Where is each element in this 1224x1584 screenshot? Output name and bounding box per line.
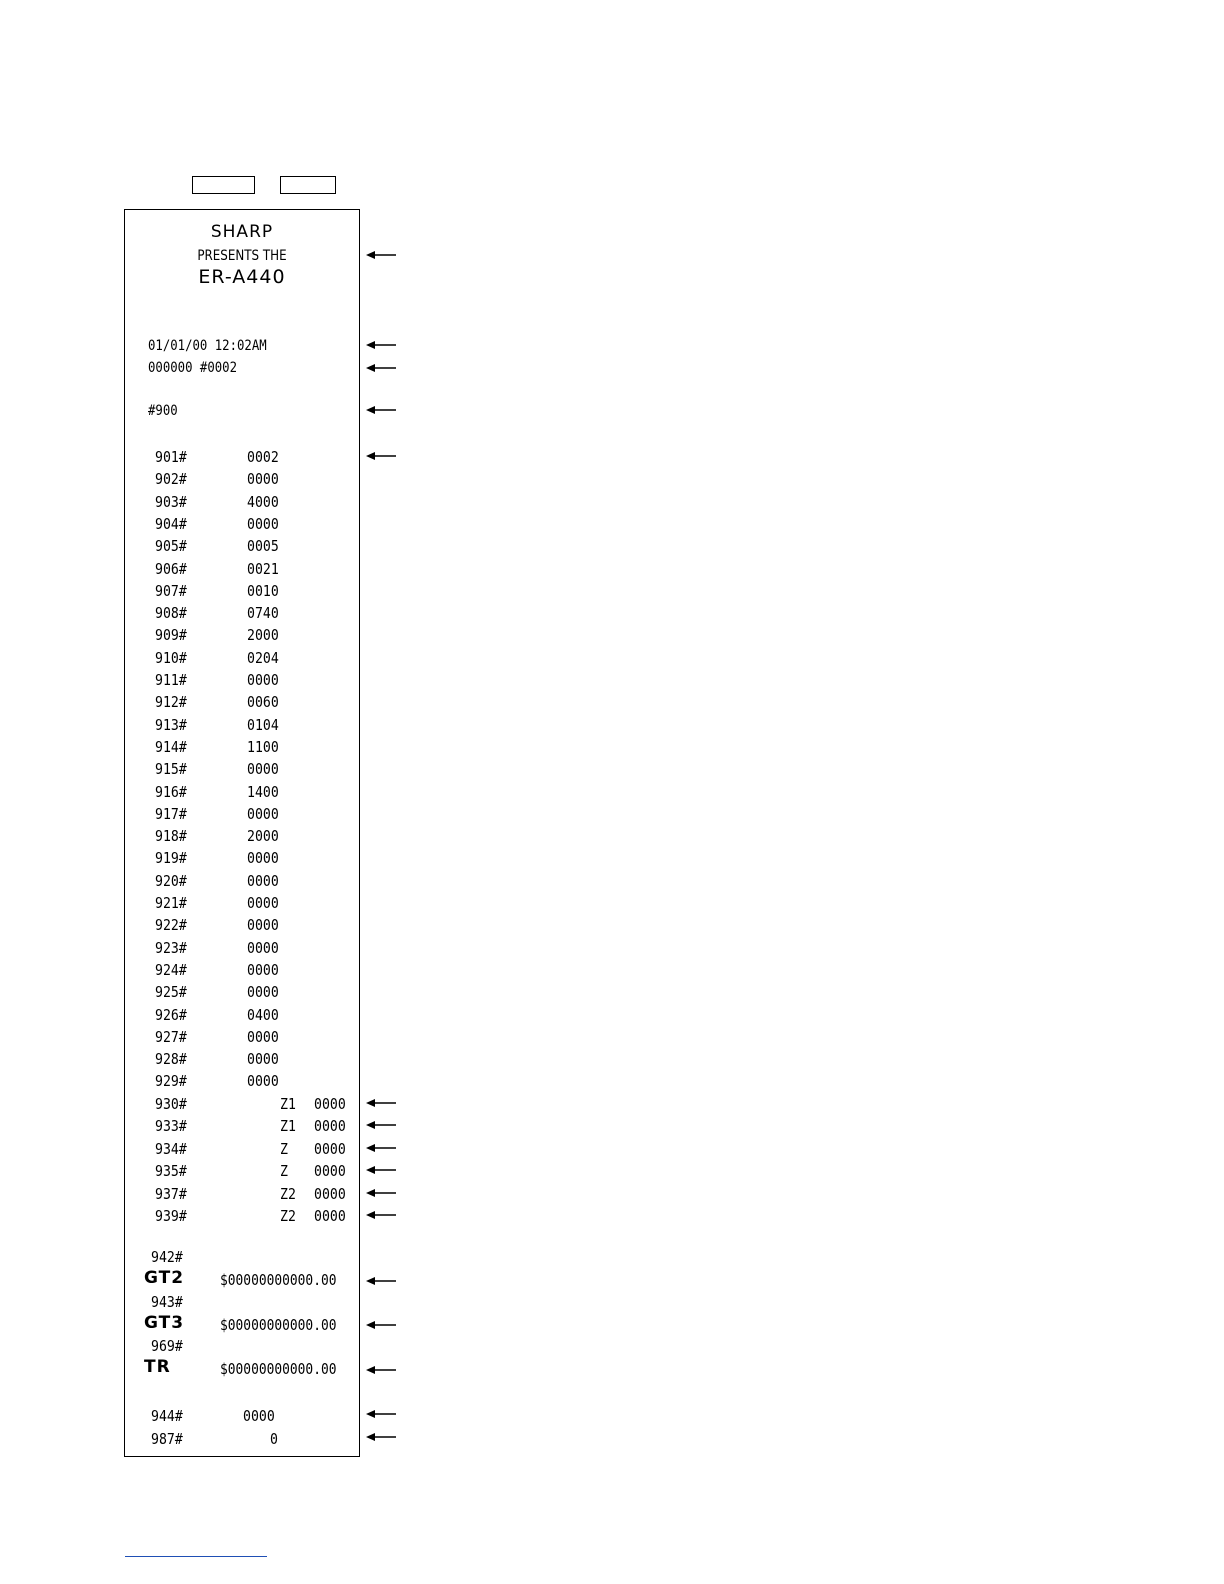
- setting-code: 914#: [155, 737, 187, 756]
- setting-row: [125, 582, 359, 600]
- setting-value: 1100: [247, 737, 279, 756]
- setting-value: 0005: [247, 537, 279, 556]
- setting-value: 0000: [247, 983, 279, 1002]
- setting-value: 0002: [247, 448, 279, 466]
- setting-row: [125, 961, 359, 979]
- setting-value: 0104: [247, 715, 279, 734]
- setting-value: 0000: [247, 470, 279, 489]
- arrow-icon: [366, 1098, 396, 1108]
- setting-value: 0000: [247, 960, 279, 979]
- setting-code: 924#: [155, 960, 187, 979]
- setting-row: [125, 515, 359, 533]
- setting-value: 0010: [247, 581, 279, 600]
- z-setting-row: [125, 1140, 359, 1158]
- setting-row: [125, 560, 359, 578]
- arrow-icon: [366, 1365, 396, 1375]
- setting-value: 2000: [247, 827, 279, 846]
- z-setting-code: 930#: [155, 1095, 187, 1113]
- total-code: 942#: [151, 1248, 183, 1266]
- setting-code: 912#: [155, 693, 187, 712]
- setting-code: 916#: [155, 782, 187, 801]
- z-setting-value: 0000: [314, 1162, 346, 1181]
- setting-row: [125, 805, 359, 823]
- z-setting-value: 0000: [314, 1095, 346, 1113]
- key-box-right: [280, 176, 336, 194]
- setting-code: 923#: [155, 938, 187, 957]
- setting-code: 928#: [155, 1050, 187, 1069]
- setting-code: 902#: [155, 470, 187, 489]
- z-setting-level: Z1: [280, 1117, 296, 1136]
- z-setting-code: 937#: [155, 1184, 187, 1203]
- setting-row: [125, 448, 359, 466]
- arrow-icon: [366, 1210, 396, 1220]
- z-setting-value: 0000: [314, 1117, 346, 1136]
- setting-value: 0000: [247, 760, 279, 779]
- arrow-icon: [366, 1143, 396, 1153]
- setting-code: 929#: [155, 1072, 187, 1091]
- tail-code: 987#: [151, 1429, 183, 1448]
- arrow-icon: [366, 363, 396, 373]
- setting-value: 1400: [247, 782, 279, 801]
- setting-row: [125, 493, 359, 511]
- setting-value: 0740: [247, 604, 279, 623]
- total-label: TR: [144, 1357, 171, 1377]
- setting-code: 925#: [155, 983, 187, 1002]
- z-setting-level: Z1: [280, 1095, 296, 1113]
- setting-code: 926#: [155, 1005, 187, 1024]
- z-setting-level: Z: [280, 1162, 288, 1181]
- setting-row: [125, 738, 359, 756]
- total-code: 943#: [151, 1292, 183, 1311]
- setting-row: [125, 1072, 359, 1090]
- total-value: $00000000000.00: [220, 1315, 337, 1334]
- receipt-report-id: #900: [148, 403, 178, 419]
- arrow-icon: [366, 250, 396, 260]
- setting-row: [125, 671, 359, 689]
- setting-code: 910#: [155, 648, 187, 667]
- setting-code: 907#: [155, 581, 187, 600]
- setting-row: [125, 939, 359, 957]
- setting-code: 905#: [155, 537, 187, 556]
- arrow-icon: [366, 340, 396, 350]
- z-setting-value: 0000: [314, 1139, 346, 1158]
- setting-code: 906#: [155, 559, 187, 578]
- arrow-icon: [366, 1165, 396, 1175]
- setting-row: [125, 916, 359, 934]
- receipt-presents: PRESENTS THE: [197, 248, 287, 264]
- z-setting-row: [125, 1162, 359, 1180]
- receipt-consecutive: 000000 #0002: [148, 360, 238, 376]
- z-setting-level: Z2: [280, 1184, 296, 1203]
- setting-code: 919#: [155, 849, 187, 868]
- receipt-brand: SHARP: [210, 222, 274, 242]
- setting-code: 908#: [155, 604, 187, 623]
- setting-row: [125, 760, 359, 778]
- setting-row: [125, 894, 359, 912]
- arrow-icon: [366, 451, 396, 461]
- setting-value: 0021: [247, 559, 279, 578]
- z-setting-level: Z: [280, 1139, 288, 1158]
- setting-row: [125, 693, 359, 711]
- total-code: 969#: [151, 1337, 183, 1355]
- total-label: GT2: [144, 1268, 185, 1288]
- z-setting-value: 0000: [314, 1184, 346, 1203]
- setting-row: [125, 716, 359, 734]
- arrow-icon: [366, 1320, 396, 1330]
- setting-code: 909#: [155, 626, 187, 645]
- setting-row: [125, 849, 359, 867]
- setting-code: 920#: [155, 871, 187, 890]
- z-setting-code: 933#: [155, 1117, 187, 1136]
- arrow-icon: [366, 1120, 396, 1130]
- setting-value: 0204: [247, 648, 279, 667]
- setting-code: 917#: [155, 804, 187, 823]
- setting-row: [125, 1050, 359, 1068]
- setting-row: [125, 649, 359, 667]
- tail-row: [125, 1407, 359, 1425]
- setting-code: 913#: [155, 715, 187, 734]
- tail-code: 944#: [151, 1407, 183, 1425]
- tail-row: [125, 1430, 359, 1448]
- setting-value: 0000: [247, 916, 279, 935]
- setting-value: 0000: [247, 849, 279, 868]
- setting-code: 911#: [155, 671, 187, 689]
- setting-row: [125, 626, 359, 644]
- z-setting-code: 934#: [155, 1139, 187, 1158]
- setting-value: 4000: [247, 492, 279, 511]
- z-setting-code: 939#: [155, 1207, 187, 1225]
- setting-row: [125, 537, 359, 555]
- receipt-model: ER-A440: [198, 266, 286, 288]
- setting-value: 0060: [247, 693, 279, 712]
- setting-value: 0000: [247, 894, 279, 912]
- arrow-icon: [366, 1276, 396, 1286]
- setting-value: 2000: [247, 626, 279, 645]
- total-value: $00000000000.00: [220, 1360, 337, 1378]
- z-setting-row: [125, 1185, 359, 1203]
- z-setting-row: [125, 1117, 359, 1135]
- receipt-datetime: 01/01/00 12:02AM: [148, 338, 267, 354]
- setting-row: [125, 827, 359, 845]
- setting-row: [125, 470, 359, 488]
- footer-rule: [125, 1556, 267, 1557]
- arrow-icon: [366, 405, 396, 415]
- setting-value: 0000: [247, 514, 279, 533]
- setting-value: 0000: [247, 1050, 279, 1069]
- z-setting-value: 0000: [314, 1207, 346, 1225]
- setting-code: 918#: [155, 827, 187, 846]
- arrow-icon: [366, 1409, 396, 1419]
- tail-value: 0000: [243, 1407, 275, 1425]
- setting-row: [125, 1028, 359, 1046]
- setting-code: 927#: [155, 1027, 187, 1046]
- setting-value: 0000: [247, 938, 279, 957]
- total-value: $00000000000.00: [220, 1271, 337, 1289]
- setting-code: 903#: [155, 492, 187, 511]
- setting-row: [125, 604, 359, 622]
- setting-value: 0000: [247, 671, 279, 689]
- setting-row: [125, 983, 359, 1001]
- z-setting-code: 935#: [155, 1162, 187, 1181]
- setting-row: [125, 872, 359, 890]
- setting-code: 922#: [155, 916, 187, 935]
- setting-value: 0000: [247, 1027, 279, 1046]
- setting-code: 901#: [155, 448, 187, 466]
- setting-value: 0400: [247, 1005, 279, 1024]
- total-label: GT3: [144, 1312, 185, 1333]
- tail-value: 0: [270, 1429, 278, 1448]
- z-setting-row: [125, 1095, 359, 1113]
- setting-value: 0000: [247, 871, 279, 890]
- setting-row: [125, 783, 359, 801]
- z-setting-row: [125, 1207, 359, 1225]
- arrow-icon: [366, 1432, 396, 1442]
- setting-code: 915#: [155, 760, 187, 779]
- setting-code: 904#: [155, 514, 187, 533]
- setting-value: 0000: [247, 1072, 279, 1091]
- setting-code: 921#: [155, 894, 187, 912]
- arrow-icon: [366, 1188, 396, 1198]
- setting-value: 0000: [247, 804, 279, 823]
- key-box-left: [192, 176, 255, 194]
- setting-row: [125, 1006, 359, 1024]
- z-setting-level: Z2: [280, 1207, 296, 1225]
- receipt: [124, 209, 360, 1457]
